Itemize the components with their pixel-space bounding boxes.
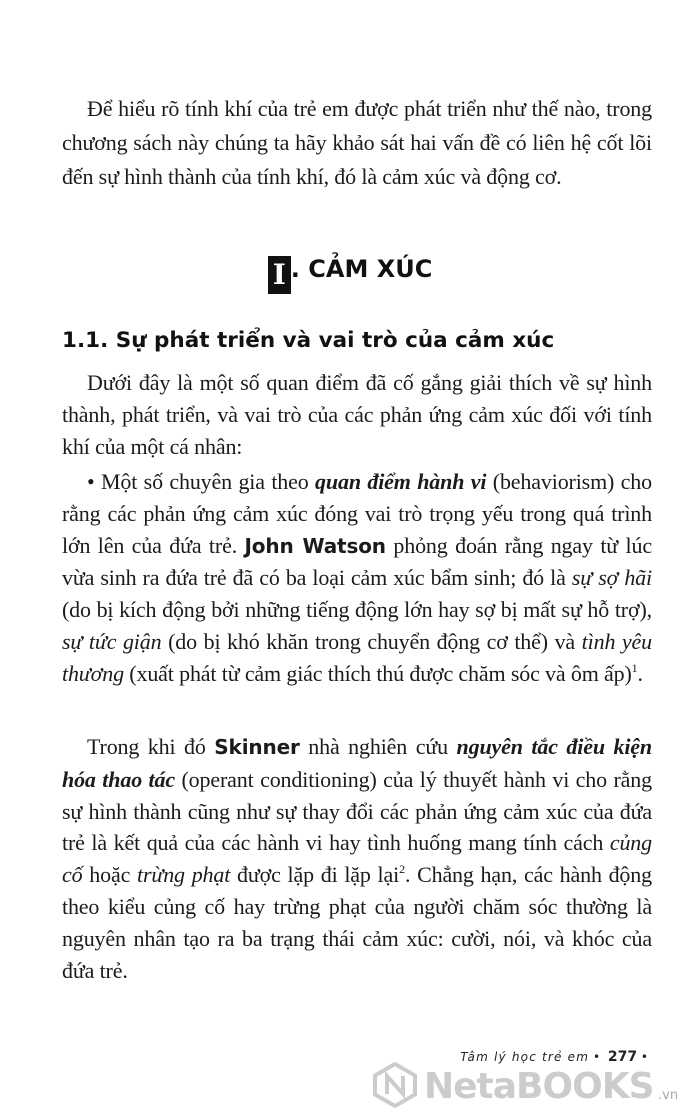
text-run: (do bị kích động bởi những tiếng động lớn hay sợ bị mất sự hỗ trợ),	[62, 597, 652, 623]
text-run: (operant conditioning) của lý thuyết hành vi cho rằng sự hình thành cũng như sự thay đổi các phản ứng cảm xúc của đứa trẻ là kết quả của các hành vi hay tình huống mang tính cách	[62, 766, 652, 856]
paragraph-2	[62, 466, 652, 690]
text-run: .	[637, 660, 643, 686]
netabooks-logo-icon	[372, 1062, 418, 1108]
text-run: . Chẳng hạn, các hành động theo kiểu củng cố hay trừng phạt của người chăm sóc thường là nguyên nhân tạo ra ba trạng thái cảm xúc: cười, nói, và khóc của đứa trẻ.	[62, 862, 652, 983]
footnote-ref[interactable]: 1	[631, 660, 638, 675]
text-run: nhà nghiên cứu	[299, 734, 457, 759]
italic-term: trừng phạt	[136, 862, 231, 888]
text-run: (xuất phát từ cảm giác thích thú được chăm sóc và ôm ấp)	[123, 660, 632, 686]
watermark-suffix: .vn	[658, 1088, 679, 1103]
text-run: • Một số chuyên gia theo	[87, 469, 316, 494]
running-title: Tâm lý học trẻ em	[460, 1050, 590, 1064]
italic-term: tình yêu thương	[62, 628, 653, 686]
intro-paragraph: Để hiểu rõ tính khí của trẻ em được phát triển như thế nào, trong chương sách này chúng ta hãy khảo sát hai vấn đề có liên hệ cốt lõi đến sự hình thành của tính khí, đó là cảm xúc và động cơ.	[62, 96, 652, 190]
person-name: Skinner	[214, 735, 300, 759]
watermark-text: NetaBOOKS	[424, 1066, 654, 1107]
text-run: được lặp đi lặp lại	[230, 862, 400, 888]
subsection-heading: 1.1. Sự phát triển và vai trò của cảm xúc	[62, 328, 555, 353]
text-run: hoặc	[82, 862, 137, 888]
text-run: (do bị khó khăn trong chuyển động cơ thể) và	[161, 628, 582, 654]
section-heading	[0, 255, 700, 294]
footer-bullet: •	[592, 1050, 601, 1064]
paragraph-3	[62, 731, 652, 986]
section-number-badge: I	[268, 256, 291, 294]
text-run: Trong khi đó	[87, 734, 215, 759]
italic-term: sự sợ hãi	[571, 565, 652, 591]
text-run: phỏng đoán rằng ngay từ lúc vừa sinh ra đứa trẻ đã có ba loại cảm xúc bẩm sinh; đó là	[62, 532, 652, 591]
italic-term: sự tức giận	[62, 628, 162, 654]
emphasis: nguyên tắc điều kiện hóa thao tác	[62, 734, 652, 792]
watermark	[372, 1060, 687, 1110]
italic-term: củng cố	[62, 830, 652, 888]
text-run: (behaviorism) cho rằng các phản ứng cảm xúc đóng vai trò trọng yếu trong quá trình lớn lên của đứa trẻ.	[62, 469, 652, 558]
page-number: 277	[607, 1049, 638, 1065]
emphasis: quan điểm hành vi	[315, 469, 487, 494]
footnote-ref[interactable]: 2	[399, 862, 405, 877]
section-title: . CẢM XÚC	[290, 255, 433, 283]
paragraph-1: Dưới đây là một số quan điểm đã cố gắng giải thích về sự hình thành, phát triển, và vai trò của các phản ứng cảm xúc đối với tính khí của một cá nhân:	[62, 370, 652, 459]
person-name: John Watson	[244, 533, 386, 558]
footer-bullet: •	[640, 1050, 648, 1064]
